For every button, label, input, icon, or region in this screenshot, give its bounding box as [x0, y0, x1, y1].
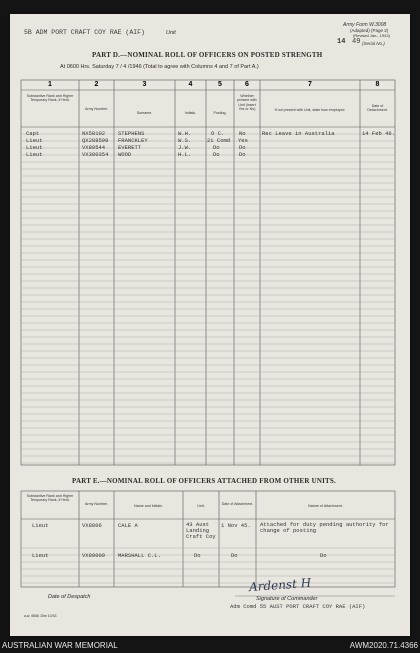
col-head-employed: If not present with Unit, state how employed. [274, 108, 346, 112]
part-d-title: PART D.—NOMINAL ROLL OF OFFICERS ON POSTED STRENGTH [92, 51, 323, 59]
cell-army-number: VX8806 [82, 522, 102, 529]
col-num-7: 7 [308, 81, 312, 88]
cell-name: MARSHALL C.L. [118, 552, 161, 559]
e-col-head-nature: Nature of Attachment. [308, 504, 343, 508]
cell-rank: Capt [26, 130, 40, 137]
cell-surname: EVERETT [118, 144, 142, 151]
cell-army-number: VX89009 [82, 552, 106, 559]
col-num-4: 4 [188, 81, 193, 88]
document-sheet [10, 14, 410, 636]
e-col-head-rank: Substantive Rank and Higher Temporary Rank, if Held. [26, 494, 74, 503]
cell-army-number: VX300354 [82, 151, 109, 158]
unit-typed: 5B ADM PORT CRAFT COY RAE (AIF) [24, 29, 145, 36]
cell-army-number: NX58102 [82, 130, 106, 137]
cell-detachment: 14 Feb 46. [362, 130, 396, 137]
col-head-initials: Initials. [184, 111, 197, 115]
cell-army-number: VX80544 [82, 144, 106, 151]
cell-army-number: QX288599 [82, 137, 109, 144]
col-head-detachment: Date of Detachment. [367, 104, 388, 113]
cell-surname: WOOD [118, 151, 132, 158]
cell-name: CALE A [118, 522, 138, 529]
cell-posting: 2i Comd [207, 137, 231, 144]
footer-left: AUSTRALIAN WAR MEMORIAL [2, 641, 118, 650]
cell-posting: Do [213, 144, 220, 151]
cell-present: Yes [238, 137, 248, 144]
cell-rank: Lieut [26, 144, 43, 151]
cell-nature: Do [320, 552, 327, 559]
cell-unit: 43 Aust Landing Craft Coy [186, 521, 216, 540]
cell-present: Do [239, 144, 246, 151]
serial-number: 14 [337, 38, 346, 46]
footer-right: AWM2020.71.4366 [349, 641, 418, 650]
col-num-3: 3 [142, 81, 147, 88]
cell-initials: H.L. [178, 151, 192, 158]
cell-unit: Do [194, 552, 201, 559]
cell-initials: W.H. [178, 130, 192, 137]
cell-surname: STEPHENS [118, 130, 145, 137]
form-line-3: (Revised Jan., 1943) [353, 33, 390, 38]
cell-employed: Rec Leave in Australia [262, 130, 335, 137]
col-head-present: Whether present with Unit (insert Yes or No) [237, 94, 257, 112]
col-num-6: 6 [245, 81, 249, 88]
cell-nature: Attached for duty pending authority for change of posting [260, 521, 389, 534]
col-num-8: 8 [375, 81, 380, 88]
cell-present: No [239, 130, 246, 137]
e-col-head-unit: Unit. [197, 504, 205, 508]
serial-suffix: 49 [352, 38, 361, 46]
signature: Ardenst H [248, 575, 312, 595]
cell-posting: O C. [211, 130, 225, 137]
e-col-head-name: Name and Initials. [134, 504, 163, 508]
despatch-label: Date of Despatch [48, 594, 91, 600]
e-col-head-army-number: Army Number. [85, 502, 108, 506]
cell-surname: FRANCKLEY [118, 137, 148, 144]
cell-date: Do [231, 552, 238, 559]
form-line-2: (Adapted) (Page 2) [350, 28, 389, 33]
col-num-5: 5 [218, 81, 222, 88]
col-num-2: 2 [94, 81, 99, 88]
unit-label: Unit [166, 30, 176, 36]
signature-label: Signature of Commander [256, 596, 318, 602]
part-e-title: PART E.—NOMINAL ROLL OF OFFICERS ATTACHED FROM OTHER UNITS. [72, 477, 336, 485]
cell-rank: Lieut [32, 552, 49, 559]
col-num-1: 1 [48, 81, 52, 88]
cell-initials: W.S. [178, 137, 192, 144]
col-head-army-number: Army Number. [85, 107, 108, 111]
col-head-surname: Surname. [136, 111, 153, 115]
form-line-1: Army Form W.3008 [343, 22, 387, 28]
cell-present: Do [239, 151, 246, 158]
cell-rank: Lieut [32, 522, 49, 529]
cell-initials: J.W. [178, 144, 192, 151]
commander-typed: Adm Comd 55 AUST PORT CRAFT COY RAE (AIF) [230, 603, 366, 610]
serial-label: (Serial No.) [362, 41, 385, 46]
cell-date: 1 Nov 45. [221, 522, 251, 529]
col-head-posting: Posting. [213, 111, 227, 115]
part-d-date-line: At 0600 Hrs. Saturday 7 / 4 /1946 (Total to agree with Columns 4 and 7 of Part A.) [60, 64, 259, 70]
col-head-rank: Substantive Rank and Higher Temporary Rank, if Held. [26, 94, 74, 103]
cell-rank: Lieut [26, 151, 43, 158]
print-code: a.w. 5566 15m 10/43 [24, 614, 57, 618]
cell-rank: Lieut [26, 137, 43, 144]
e-col-head-date: Date of Attachment. [221, 502, 254, 506]
cell-posting: Do [213, 151, 220, 158]
